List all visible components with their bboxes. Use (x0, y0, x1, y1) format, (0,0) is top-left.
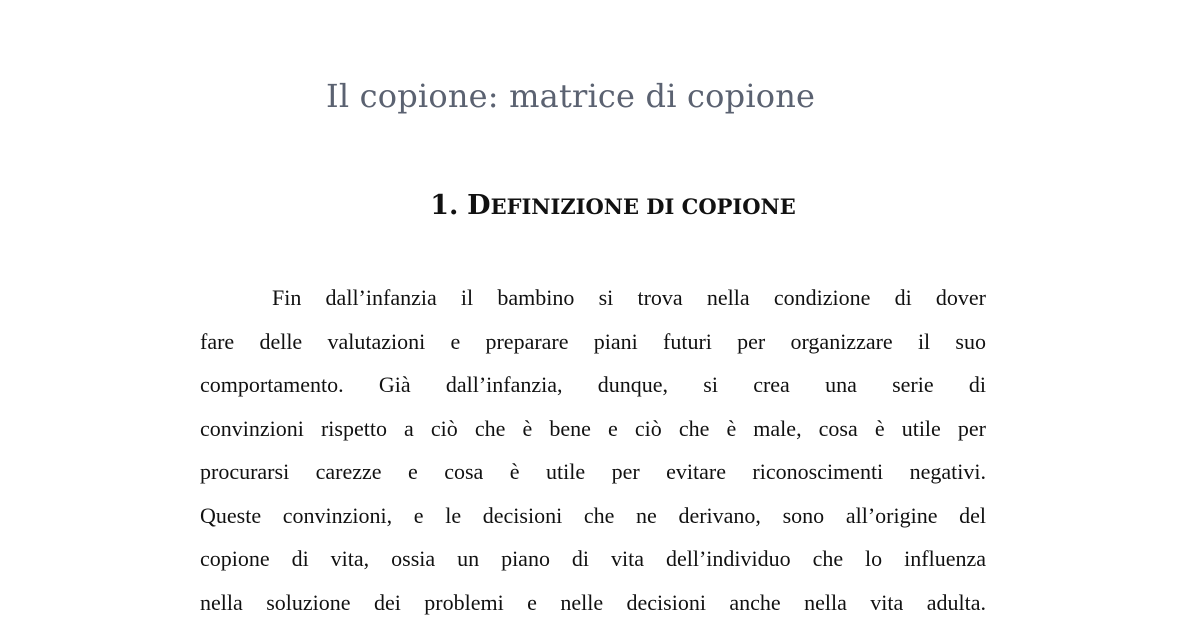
body-paragraph (200, 276, 986, 624)
paragraph-line-2: fare delle valutazioni e preparare piani futuri per organizzare il suo (200, 328, 986, 354)
section-number: 1. (430, 190, 459, 221)
paragraph-line-3: comportamento. Già dall’infanzia, dunque, si crea una serie di (200, 372, 986, 397)
section-heading (0, 186, 1200, 227)
paragraph-line-6: Queste convinzioni, e le decisioni che ne derivano, sono all’origine del (200, 502, 986, 528)
paragraph-line-1: Fin dall’infanzia il bambino si trova nella condizione di dover (272, 285, 986, 310)
paragraph-line-7: copione di vita, ossia un piano di vita dell’individuo che lo influenza (200, 546, 986, 571)
paragraph-line-8: nella soluzione dei problemi e nelle decisioni anche nella vita adulta. (200, 589, 986, 615)
paragraph-line-4: convinzioni rispetto a ciò che è bene e ciò che è male, cosa è utile per (200, 415, 986, 441)
paragraph-line-5: procurarsi carezze e cosa è utile per evitare riconoscimenti negativi. (200, 459, 986, 484)
section-heading-initial: D (467, 190, 491, 221)
page-title: Il copione: matrice di copione (326, 77, 816, 115)
section-heading-rest: EFINIZIONE DI COPIONE (490, 194, 796, 219)
